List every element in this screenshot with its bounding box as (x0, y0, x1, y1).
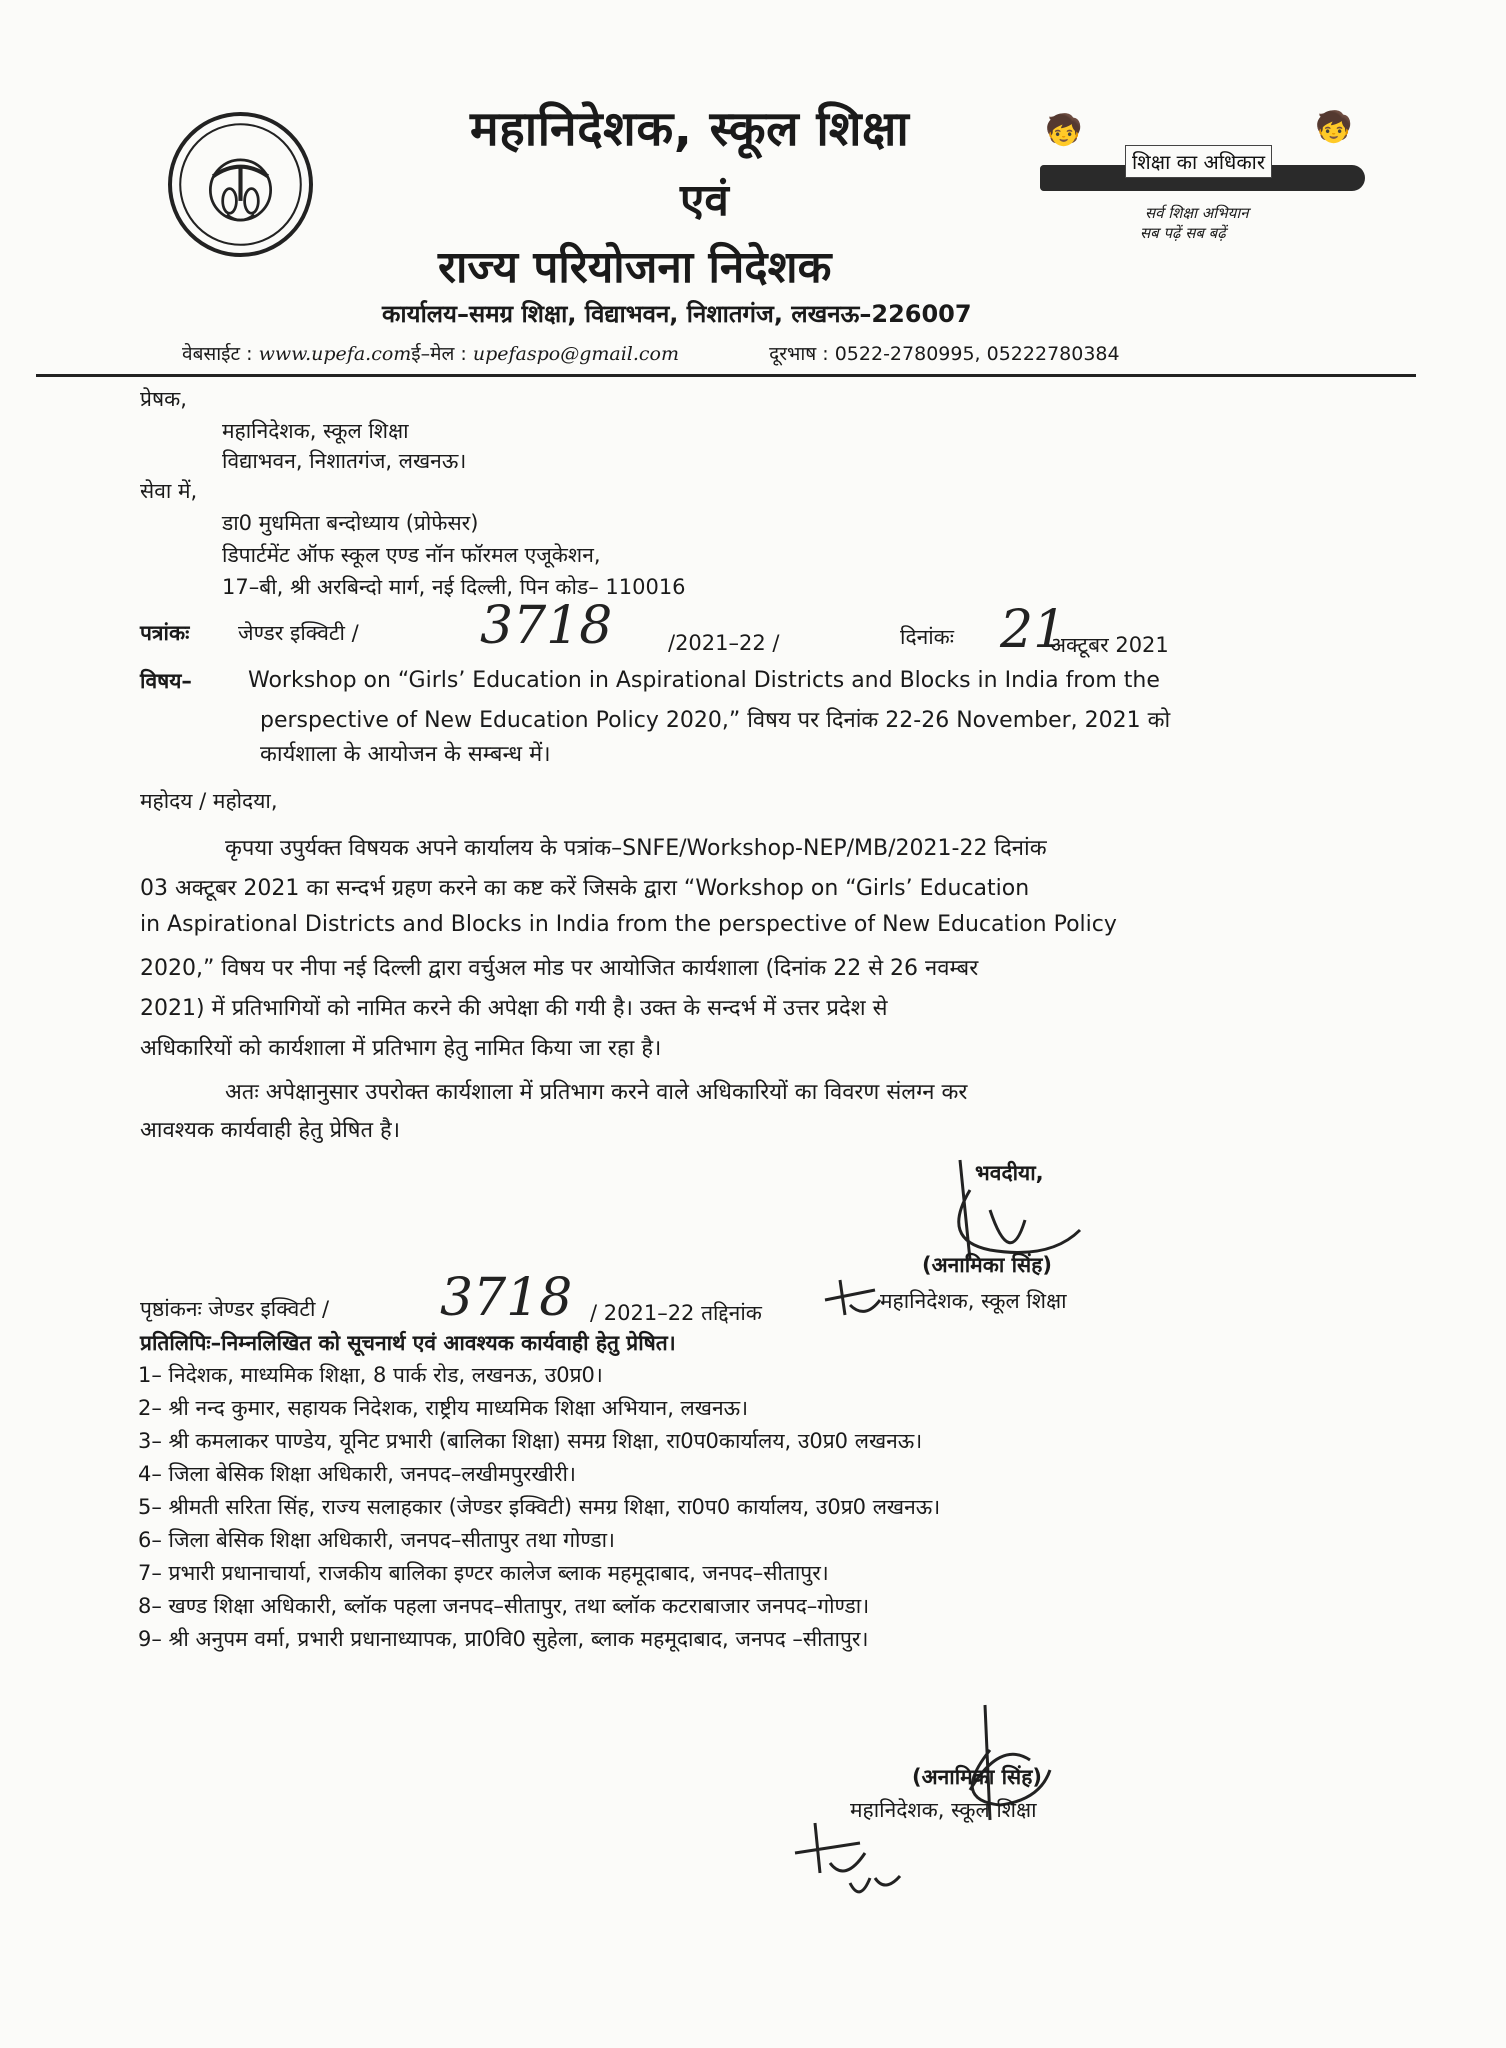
email-label: ई–मेल : (411, 343, 467, 365)
rte-logo-sub2: सब पढ़ें सब बढ़ें (1140, 224, 1226, 242)
subject-line3: कार्यशाला के आयोजन के सम्बन्ध में। (260, 742, 551, 767)
closing2-designation: महानिदेशक, स्कूल शिक्षा (850, 1798, 1037, 1822)
letterhead-title-line3: राज्य परियोजना निदेशक (438, 242, 832, 293)
endorsement-label: पृष्ठांकनः जेण्डर इक्विटी / (140, 1297, 330, 1321)
website-label: वेबसाईट : (182, 343, 253, 365)
endorsement-number: 3718 (440, 1268, 573, 1328)
para2-line1: अतः अपेक्षानुसार उपरोक्त कार्यशाला में प्रतिभाग करने वाले अधिकारियों का विवरण संलग्न कर (225, 1080, 968, 1105)
sender-label: प्रेषक, (140, 387, 187, 411)
para1-line4: 2020,” विषय पर नीपा नई दिल्ली द्वारा वर्चुअल मोड पर आयोजित कार्यशाला (दिनांक 22 से 26 नवम्बर (140, 956, 979, 981)
copy-item-3: 3– श्री कमलाकर पाण्डेय, यूनिट प्रभारी (बालिका शिक्षा) समग्र शिक्षा, रा0प0कार्यालय, उ0प्र0 लखनऊ। (138, 1429, 923, 1453)
recipient-line3: 17–बी, श्री अरबिन्दो मार्ग, नई दिल्ली, पिन कोड– 110016 (222, 575, 686, 599)
closing-designation: महानिदेशक, स्कूल शिक्षा (880, 1289, 1067, 1313)
copy-item-9: 9– श्री अनुपम वर्मा, प्रभारी प्रधानाध्यापक, प्रा0वि0 सुहेला, ब्लाक महमूदाबाद, जनपद –सीतापुर। (138, 1627, 869, 1651)
copy-heading: प्रतिलिपिः–निम्नलिखित को सूचनार्थ एवं आवश्यक कार्यवाही हेतु प्रेषित। (140, 1331, 676, 1355)
para1-line2: 03 अक्टूबर 2021 का सन्दर्भ ग्रहण करने का कष्ट करें जिसके द्वारा “Workshop on “Girls’ Education (140, 876, 1030, 901)
letterhead-title-line1: महानिदेशक, स्कूल शिक्षा (470, 101, 910, 157)
contact-line (182, 340, 1120, 366)
child-pulling-icon: 🧒 (1315, 110, 1353, 145)
copy-item-4: 4– जिला बेसिक शिक्षा अधिकारी, जनपद–लखीमपुरखीरी। (138, 1462, 576, 1486)
sender-line1: महानिदेशक, स्कूल शिक्षा (222, 419, 409, 443)
salutation: महोदय / महोदया, (140, 789, 278, 813)
phone-label: दूरभाष : (769, 343, 829, 365)
recipient-line2: डिपार्टमेंट ऑफ स्कूल एण्ड नॉन फॉरमल एजूकेशन, (222, 543, 601, 567)
rte-logo-title: शिक्षा का अधिकार (1125, 145, 1272, 178)
subject-line2: perspective of New Education Policy 2020,” विषय पर दिनांक 22-26 November, 2021 को (260, 708, 1171, 733)
website-link[interactable]: www.upefa.com (258, 343, 412, 365)
date-month-year: अक्टूबर 2021 (1050, 633, 1169, 657)
rte-logo (1030, 105, 1370, 255)
letterhead-title-line2: एवं (680, 175, 729, 226)
letterhead-divider (36, 374, 1416, 377)
endorsement-year: / 2021–22 तद्दिनांक (590, 1301, 762, 1325)
email-link[interactable]: upefaspo@gmail.com (472, 343, 680, 365)
child-reading-icon: 🧒 (1045, 113, 1083, 148)
sender-line2: विद्याभवन, निशातगंज, लखनऊ। (222, 449, 467, 473)
para1-line6: अधिकारियों को कार्यशाला में प्रतिभाग हेतु नामित किया जा रहा है। (140, 1036, 662, 1061)
recipient-line1: डा0 मुधमिता बन्दोध्याय (प्रोफेसर) (222, 511, 479, 535)
reference-year: /2021–22 / (668, 631, 780, 655)
seal-emblem-icon (172, 116, 309, 253)
subject-label: विषय– (140, 669, 192, 693)
copy-item-2: 2– श्री नन्द कुमार, सहायक निदेशक, राष्ट्रीय माध्यमिक शिक्षा अभियान, लखनऊ। (138, 1396, 749, 1420)
copy-item-8: 8– खण्ड शिक्षा अधिकारी, ब्लॉक पहला जनपद–सीतापुर, तथा ब्लॉक कटराबाजार जनपद–गोण्डा। (138, 1594, 870, 1618)
reference-label: पत्रांकः (140, 621, 190, 645)
valediction: भवदीया, (975, 1161, 1044, 1185)
closing-name: (अनामिका सिंह) (922, 1253, 1052, 1277)
copy-item-5: 5– श्रीमती सरिता सिंह, राज्य सलाहकार (जेण्डर इक्विटी) समग्र शिक्षा, रा0प0 कार्यालय, उ0प्र0 लखनऊ। (138, 1495, 941, 1519)
date-label: दिनांकः (900, 625, 955, 649)
copy-item-1: 1– निदेशक, माध्यमिक शिक्षा, 8 पार्क रोड, लखनऊ, उ0प्र0। (138, 1363, 603, 1387)
initials-2 (790, 1808, 910, 1908)
para1-line3: in Aspirational Districts and Blocks in India from the perspective of New Education Policy (140, 912, 1117, 937)
office-address: कार्यालय–समग्र शिक्षा, विद्याभवन, निशातगंज, लखनऊ–226007 (382, 300, 972, 328)
recipient-label: सेवा में, (140, 479, 198, 503)
phone-number: 0522-2780995, 05222780384 (834, 343, 1120, 365)
closing2-name: (अनामिका सिंह) (912, 1765, 1042, 1789)
reference-number: 3718 (480, 596, 613, 656)
rte-logo-sub1: सर्व शिक्षा अभियान (1145, 204, 1249, 222)
reference-prefix: जेण्डर इक्विटी / (238, 621, 359, 645)
para2-line2: आवश्यक कार्यवाही हेतु प्रेषित है। (140, 1118, 401, 1143)
date-day: 21 (1000, 600, 1067, 660)
subject-line1: Workshop on “Girls’ Education in Aspirational Districts and Blocks in India from the (248, 668, 1160, 693)
para1-line5: 2021) में प्रतिभागियों को नामित करने की अपेक्षा की गयी है। उक्त के सन्दर्भ में उत्तर प्रदेश से (140, 996, 888, 1021)
para1-line1: कृपया उपुर्यक्त विषयक अपने कार्यालय के पत्रांक–SNFE/Workshop-NEP/MB/2021-22 दिनांक (225, 836, 1047, 861)
uttar-pradesh-seal (168, 112, 313, 257)
copy-item-7: 7– प्रभारी प्रधानाचार्या, राजकीय बालिका इण्टर कालेज ब्लाक महमूदाबाद, जनपद–सीतापुर। (138, 1561, 829, 1585)
copy-item-6: 6– जिला बेसिक शिक्षा अधिकारी, जनपद–सीतापुर तथा गोण्डा। (138, 1528, 615, 1552)
